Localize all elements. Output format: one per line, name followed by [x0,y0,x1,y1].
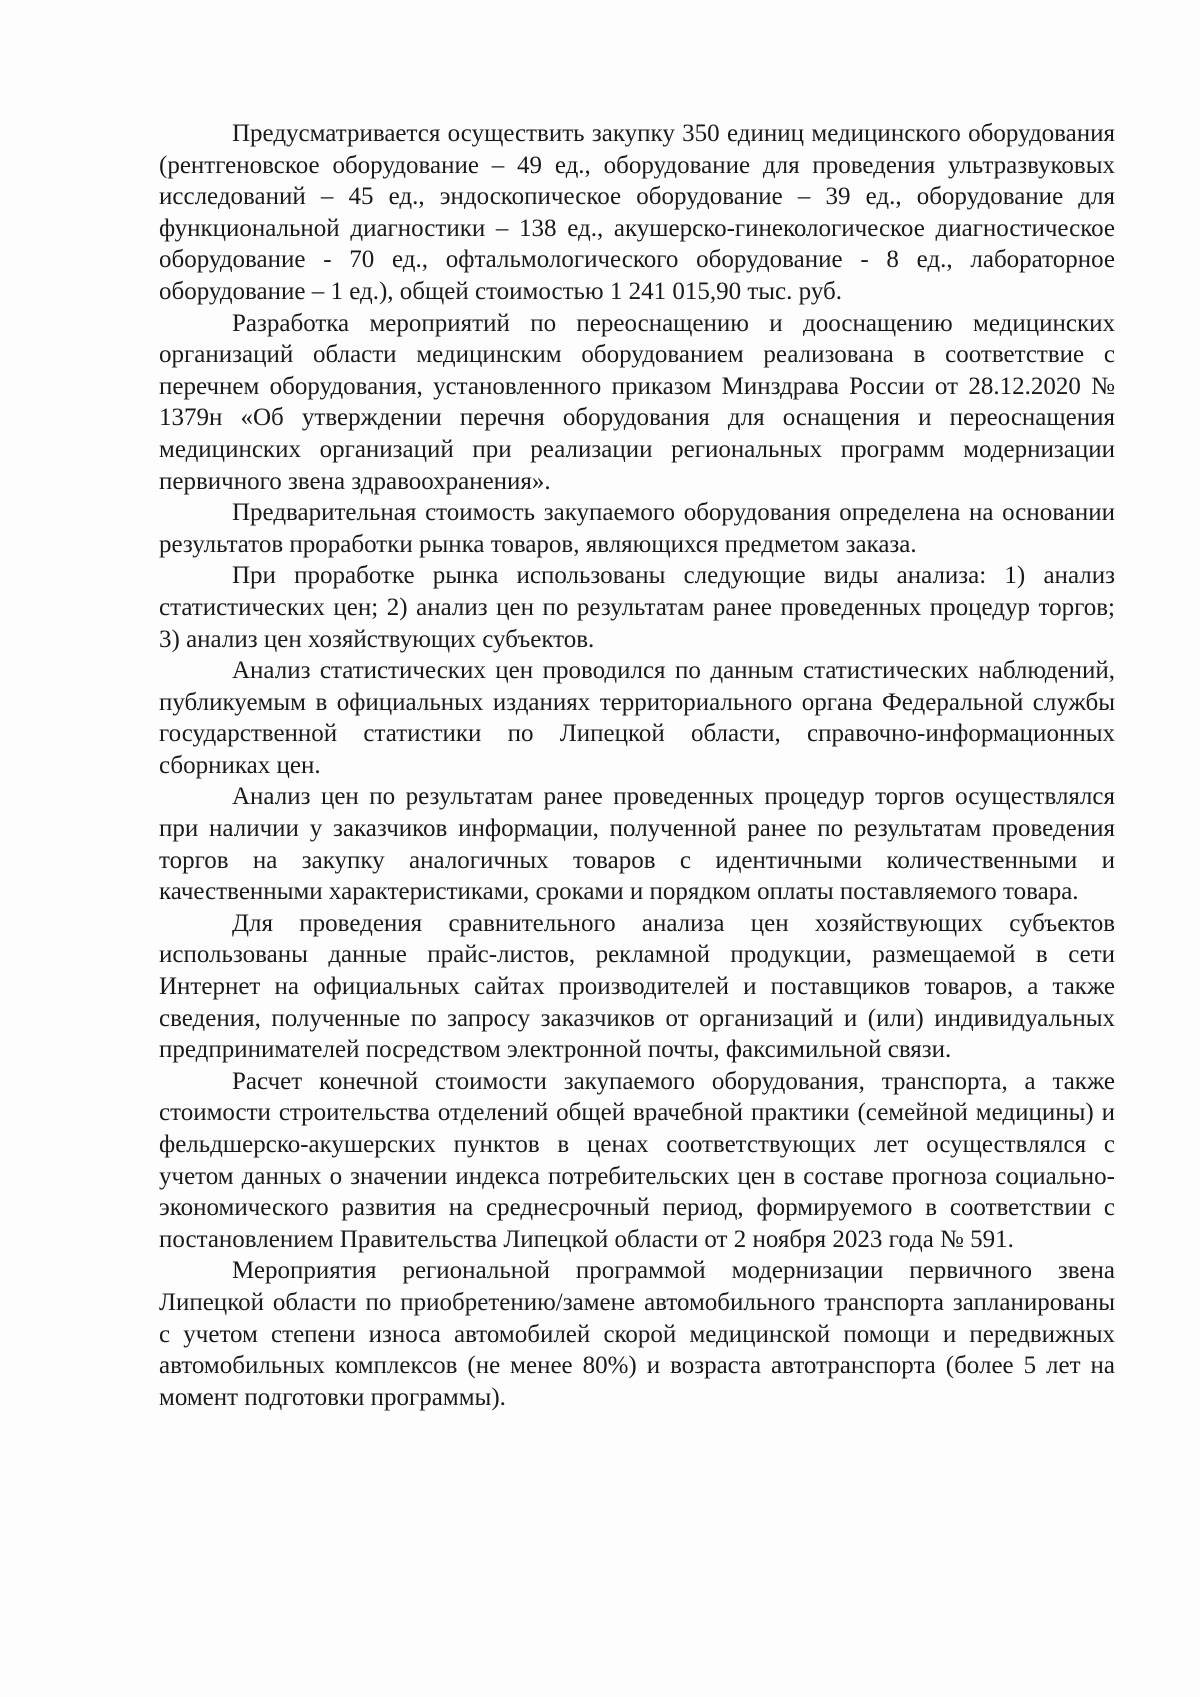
paragraph-final-cost-calculation: Расчет конечной стоимости закупаемого оборудования, транспорта, а также стоимости строительства отделений общей врачебной практики (семейной медицины) и фельдшерско-акушерских пунктов в ценах соответствующих лет осуществлялся с учетом данных о значении индекса потребительских цен в составе прогноза социально-экономического развития на среднесрочный период, формируемого в соответствии с постановлением Правительства Липецкой области от 2 ноября 2023 года № 591. [159,1067,1115,1253]
paragraph-tender-prices: Анализ цен по результатам ранее проведенных процедур торгов осуществлялся при наличии у заказчиков информации, полученной ранее по результатам проведения торгов на закупку аналогичных товаров с идентичными количественными и качественными характеристиками, сроками и порядком оплаты поставляемого товара. [159,783,1115,906]
paragraph-comparative-analysis: Для проведения сравнительного анализа цен хозяйствующих субъектов использованы данные прайс-листов, рекламной продукции, размещаемой в сети Интернет на официальных сайтах производителей и поставщиков товаров, а также сведения, полученные по запросу заказчиков от организаций и (или) индивидуальных предпринимателей посредством электронной почты, факсимильной связи. [159,909,1115,1064]
paragraph-preliminary-cost: Предварительная стоимость закупаемого оборудования определена на основании результатов проработки рынка товаров, являющихся предметом заказа. [159,499,1115,558]
paragraph-development-measures: Разработка мероприятий по переоснащению и дооснащению медицинских организаций области медицинским оборудованием реализована в соответствие с перечнем оборудования, установленного приказом Минздрава России от 28.12.2020 № 1379н «Об утверждении перечня оборудования для оснащения и переоснащения медицинских организаций при реализации региональных программ модернизации первичного звена здравоохранения». [159,309,1115,495]
paragraph-analysis-types: При проработке рынка использованы следующие виды анализа: 1) анализ статистических цен; 2) анализ цен по результатам ранее проведенных процедур торгов; 3) анализ цен хозяйствующих субъектов. [159,562,1115,653]
document-body [159,118,1115,1413]
paragraph-vehicle-replacement: Мероприятия региональной программой модернизации первичного звена Липецкой области по приобретению/замене автомобильного транспорта запланированы с учетом степени износа автомобилей скорой медицинской помощи и передвижных автомобильных комплексов (не менее 80%) и возраста автотранспорта (более 5 лет на момент подготовки программы). [159,1257,1115,1411]
paragraph-statistical-prices: Анализ статистических цен проводился по данным статистических наблюдений, публикуемым в официальных изданиях территориального органа Федеральной службы государственной статистики по Липецкой области, справочно-информационных сборниках цен. [159,657,1115,779]
paragraph-equipment-purchase: Предусматривается осуществить закупку 350 единиц медицинского оборудования (рентгеновское оборудование – 49 ед., оборудование для проведения ультразвуковых исследований – 45 ед., эндоскопическое оборудование – 39 ед., оборудование для функциональной диагностики – 138 ед., акушерско-гинекологическое диагностическое оборудование - 70 ед., офтальмологического оборудование - 8 ед., лабораторное оборудование – 1 ед.), общей стоимостью 1 241 015,90 тыс. руб. [159,120,1115,305]
